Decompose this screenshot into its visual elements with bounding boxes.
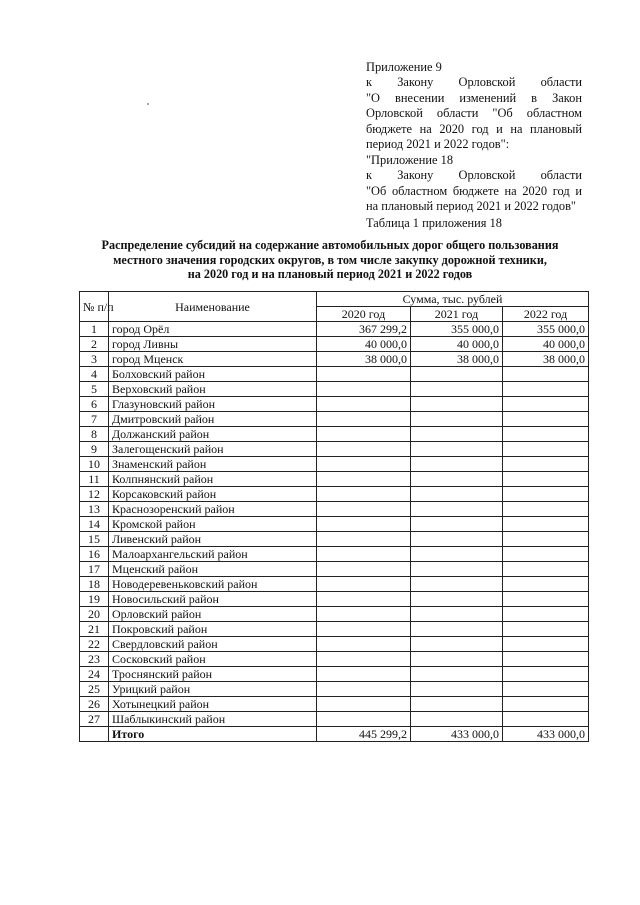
row-2022 — [503, 562, 589, 577]
table-row — [80, 412, 589, 427]
row-num: 2 — [80, 337, 109, 352]
row-2022 — [503, 622, 589, 637]
row-num: 5 — [80, 382, 109, 397]
table-row — [80, 682, 589, 697]
header-year-2022: 2022 год — [503, 307, 589, 322]
row-2022 — [503, 442, 589, 457]
row-num: 6 — [80, 397, 109, 412]
total-num-cell — [80, 727, 109, 742]
table-row — [80, 562, 589, 577]
row-2020 — [317, 502, 411, 517]
row-name: Колпнянский район — [109, 472, 317, 487]
row-name: Дмитровский район — [109, 412, 317, 427]
header-year-2021: 2021 год — [411, 307, 503, 322]
table-row — [80, 547, 589, 562]
total-2021: 433 000,0 — [411, 727, 503, 742]
row-2022 — [503, 532, 589, 547]
row-num: 19 — [80, 592, 109, 607]
row-2020 — [317, 442, 411, 457]
row-name: Должанский район — [109, 427, 317, 442]
row-2021 — [411, 427, 503, 442]
row-2021: 38 000,0 — [411, 352, 503, 367]
row-2021 — [411, 607, 503, 622]
row-num: 3 — [80, 352, 109, 367]
row-num: 26 — [80, 697, 109, 712]
row-2021 — [411, 652, 503, 667]
row-num: 4 — [80, 367, 109, 382]
row-2020 — [317, 652, 411, 667]
row-num: 20 — [80, 607, 109, 622]
table-row — [80, 487, 589, 502]
row-name: Шаблыкинский район — [109, 712, 317, 727]
row-2021 — [411, 457, 503, 472]
row-2021 — [411, 367, 503, 382]
table-row — [80, 652, 589, 667]
row-2022 — [503, 652, 589, 667]
row-2020 — [317, 472, 411, 487]
row-num: 7 — [80, 412, 109, 427]
row-num: 14 — [80, 517, 109, 532]
row-2022 — [503, 397, 589, 412]
table-row — [80, 427, 589, 442]
table-reference: Таблица 1 приложения 18 — [366, 216, 502, 230]
table-row — [80, 592, 589, 607]
title-line-1: Распределение субсидий на содержание автомобильных дорог общего пользования — [101, 238, 559, 252]
row-2020 — [317, 682, 411, 697]
table-row — [80, 637, 589, 652]
row-2021 — [411, 502, 503, 517]
annex-line-5: бюджете на 2020 год и на плановый — [366, 121, 582, 136]
row-name: Свердловский район — [109, 637, 317, 652]
table-row — [80, 367, 589, 382]
row-num: 13 — [80, 502, 109, 517]
table-row — [80, 322, 589, 337]
row-2022 — [503, 457, 589, 472]
header-num: № п/п — [80, 292, 109, 322]
row-2022 — [503, 472, 589, 487]
row-name: Болховский район — [109, 367, 317, 382]
row-num: 16 — [80, 547, 109, 562]
row-2022 — [503, 592, 589, 607]
row-2022 — [503, 547, 589, 562]
row-2020 — [317, 607, 411, 622]
annex-header — [366, 60, 582, 152]
annex-line-4: Орловской области "Об областном — [366, 106, 582, 121]
table-row — [80, 697, 589, 712]
annex-line-1: Приложение 9 — [366, 60, 442, 74]
table-row — [80, 442, 589, 457]
header-sum: Сумма, тыс. рублей — [317, 292, 589, 307]
table-row — [80, 622, 589, 637]
row-2021 — [411, 487, 503, 502]
row-2021 — [411, 442, 503, 457]
row-num: 1 — [80, 322, 109, 337]
row-num: 8 — [80, 427, 109, 442]
row-num: 17 — [80, 562, 109, 577]
table-row — [80, 532, 589, 547]
row-name: Орловский район — [109, 607, 317, 622]
total-2020: 445 299,2 — [317, 727, 411, 742]
row-2020 — [317, 457, 411, 472]
row-name: Новосильский район — [109, 592, 317, 607]
row-2020 — [317, 562, 411, 577]
table-row — [80, 352, 589, 367]
row-name: Урицкий район — [109, 682, 317, 697]
row-2021 — [411, 412, 503, 427]
row-num: 10 — [80, 457, 109, 472]
row-name: город Мценск — [109, 352, 317, 367]
row-2020 — [317, 622, 411, 637]
subsidy-table — [79, 291, 589, 742]
row-name: Глазуновский район — [109, 397, 317, 412]
row-2022 — [503, 667, 589, 682]
row-2022: 355 000,0 — [503, 322, 589, 337]
table-row — [80, 502, 589, 517]
row-2021 — [411, 517, 503, 532]
annex-inner-header — [366, 153, 582, 215]
total-row — [80, 727, 589, 742]
row-num: 9 — [80, 442, 109, 457]
row-num: 27 — [80, 712, 109, 727]
row-name: Залегощенский район — [109, 442, 317, 457]
table-row — [80, 382, 589, 397]
row-2022 — [503, 697, 589, 712]
row-num: 25 — [80, 682, 109, 697]
table-row — [80, 667, 589, 682]
row-2021 — [411, 382, 503, 397]
row-name: Хотынецкий район — [109, 697, 317, 712]
row-2021 — [411, 682, 503, 697]
row-name: Кромской район — [109, 517, 317, 532]
row-2022 — [503, 427, 589, 442]
row-2022 — [503, 712, 589, 727]
row-2022 — [503, 637, 589, 652]
annex-line-6: период 2021 и 2022 годов": — [366, 137, 510, 152]
row-2022 — [503, 412, 589, 427]
row-name: Мценский район — [109, 562, 317, 577]
row-name: Краснозоренский район — [109, 502, 317, 517]
row-2020 — [317, 487, 411, 502]
row-2022: 40 000,0 — [503, 337, 589, 352]
row-2022 — [503, 607, 589, 622]
row-num: 22 — [80, 637, 109, 652]
header-year-2020: 2020 год — [317, 307, 411, 322]
row-name: Верховский район — [109, 382, 317, 397]
row-2022: 38 000,0 — [503, 352, 589, 367]
row-2021 — [411, 532, 503, 547]
row-2022 — [503, 382, 589, 397]
row-name: Корсаковский район — [109, 487, 317, 502]
annex-line-2: к Закону Орловской области — [366, 75, 582, 90]
row-2020 — [317, 427, 411, 442]
row-name: Покровский район — [109, 622, 317, 637]
row-2021: 355 000,0 — [411, 322, 503, 337]
row-2021 — [411, 547, 503, 562]
inner-line-3: "Об областном бюджете на 2020 год и — [366, 183, 582, 198]
row-num: 23 — [80, 652, 109, 667]
row-name: город Ливны — [109, 337, 317, 352]
scan-speck — [147, 103, 149, 105]
row-name: Новодеревеньковский район — [109, 577, 317, 592]
inner-line-4: на плановый период 2021 и 2022 годов" — [366, 199, 576, 214]
row-2020 — [317, 712, 411, 727]
table-row — [80, 457, 589, 472]
row-2021: 40 000,0 — [411, 337, 503, 352]
row-2020: 38 000,0 — [317, 352, 411, 367]
row-2020 — [317, 637, 411, 652]
total-label: Итого — [109, 727, 317, 742]
row-num: 24 — [80, 667, 109, 682]
table-row — [80, 577, 589, 592]
row-2020 — [317, 592, 411, 607]
table-row — [80, 472, 589, 487]
row-2020 — [317, 697, 411, 712]
row-2022 — [503, 502, 589, 517]
row-num: 21 — [80, 622, 109, 637]
row-2020 — [317, 532, 411, 547]
row-2021 — [411, 667, 503, 682]
table-row — [80, 337, 589, 352]
row-2020 — [317, 367, 411, 382]
row-2022 — [503, 487, 589, 502]
document-title — [80, 238, 580, 282]
row-2020 — [317, 577, 411, 592]
row-name: Троснянский район — [109, 667, 317, 682]
row-2020: 40 000,0 — [317, 337, 411, 352]
row-2021 — [411, 577, 503, 592]
row-2021 — [411, 637, 503, 652]
row-2022 — [503, 682, 589, 697]
table-row — [80, 712, 589, 727]
inner-line-1: "Приложение 18 — [366, 153, 454, 167]
total-2022: 433 000,0 — [503, 727, 589, 742]
row-2020 — [317, 547, 411, 562]
row-2020 — [317, 517, 411, 532]
row-2020 — [317, 412, 411, 427]
row-2020: 367 299,2 — [317, 322, 411, 337]
annex-line-3: "О внесении изменений в Закон — [366, 90, 582, 105]
row-2020 — [317, 667, 411, 682]
row-2022 — [503, 577, 589, 592]
row-2021 — [411, 562, 503, 577]
row-2021 — [411, 592, 503, 607]
row-name: Ливенский район — [109, 532, 317, 547]
table-row — [80, 397, 589, 412]
row-2020 — [317, 397, 411, 412]
row-2021 — [411, 472, 503, 487]
row-2021 — [411, 712, 503, 727]
table-row — [80, 517, 589, 532]
row-2021 — [411, 397, 503, 412]
row-name: Малоархангельский район — [109, 547, 317, 562]
row-name: Сосковский район — [109, 652, 317, 667]
row-num: 15 — [80, 532, 109, 547]
inner-line-2: к Закону Орловской области — [366, 168, 582, 183]
row-2022 — [503, 367, 589, 382]
row-num: 18 — [80, 577, 109, 592]
row-2022 — [503, 517, 589, 532]
title-line-2: местного значения городских округов, в том числе закупку дорожной техники, — [113, 252, 547, 267]
row-2020 — [317, 382, 411, 397]
title-line-3: на 2020 год и на плановый период 2021 и 2022 годов — [187, 267, 473, 282]
row-name: город Орёл — [109, 322, 317, 337]
row-num: 11 — [80, 472, 109, 487]
row-2021 — [411, 697, 503, 712]
row-2021 — [411, 622, 503, 637]
table-row — [80, 607, 589, 622]
row-name: Знаменский район — [109, 457, 317, 472]
row-num: 12 — [80, 487, 109, 502]
table-body — [80, 322, 589, 727]
header-name: Наименование — [109, 292, 317, 322]
